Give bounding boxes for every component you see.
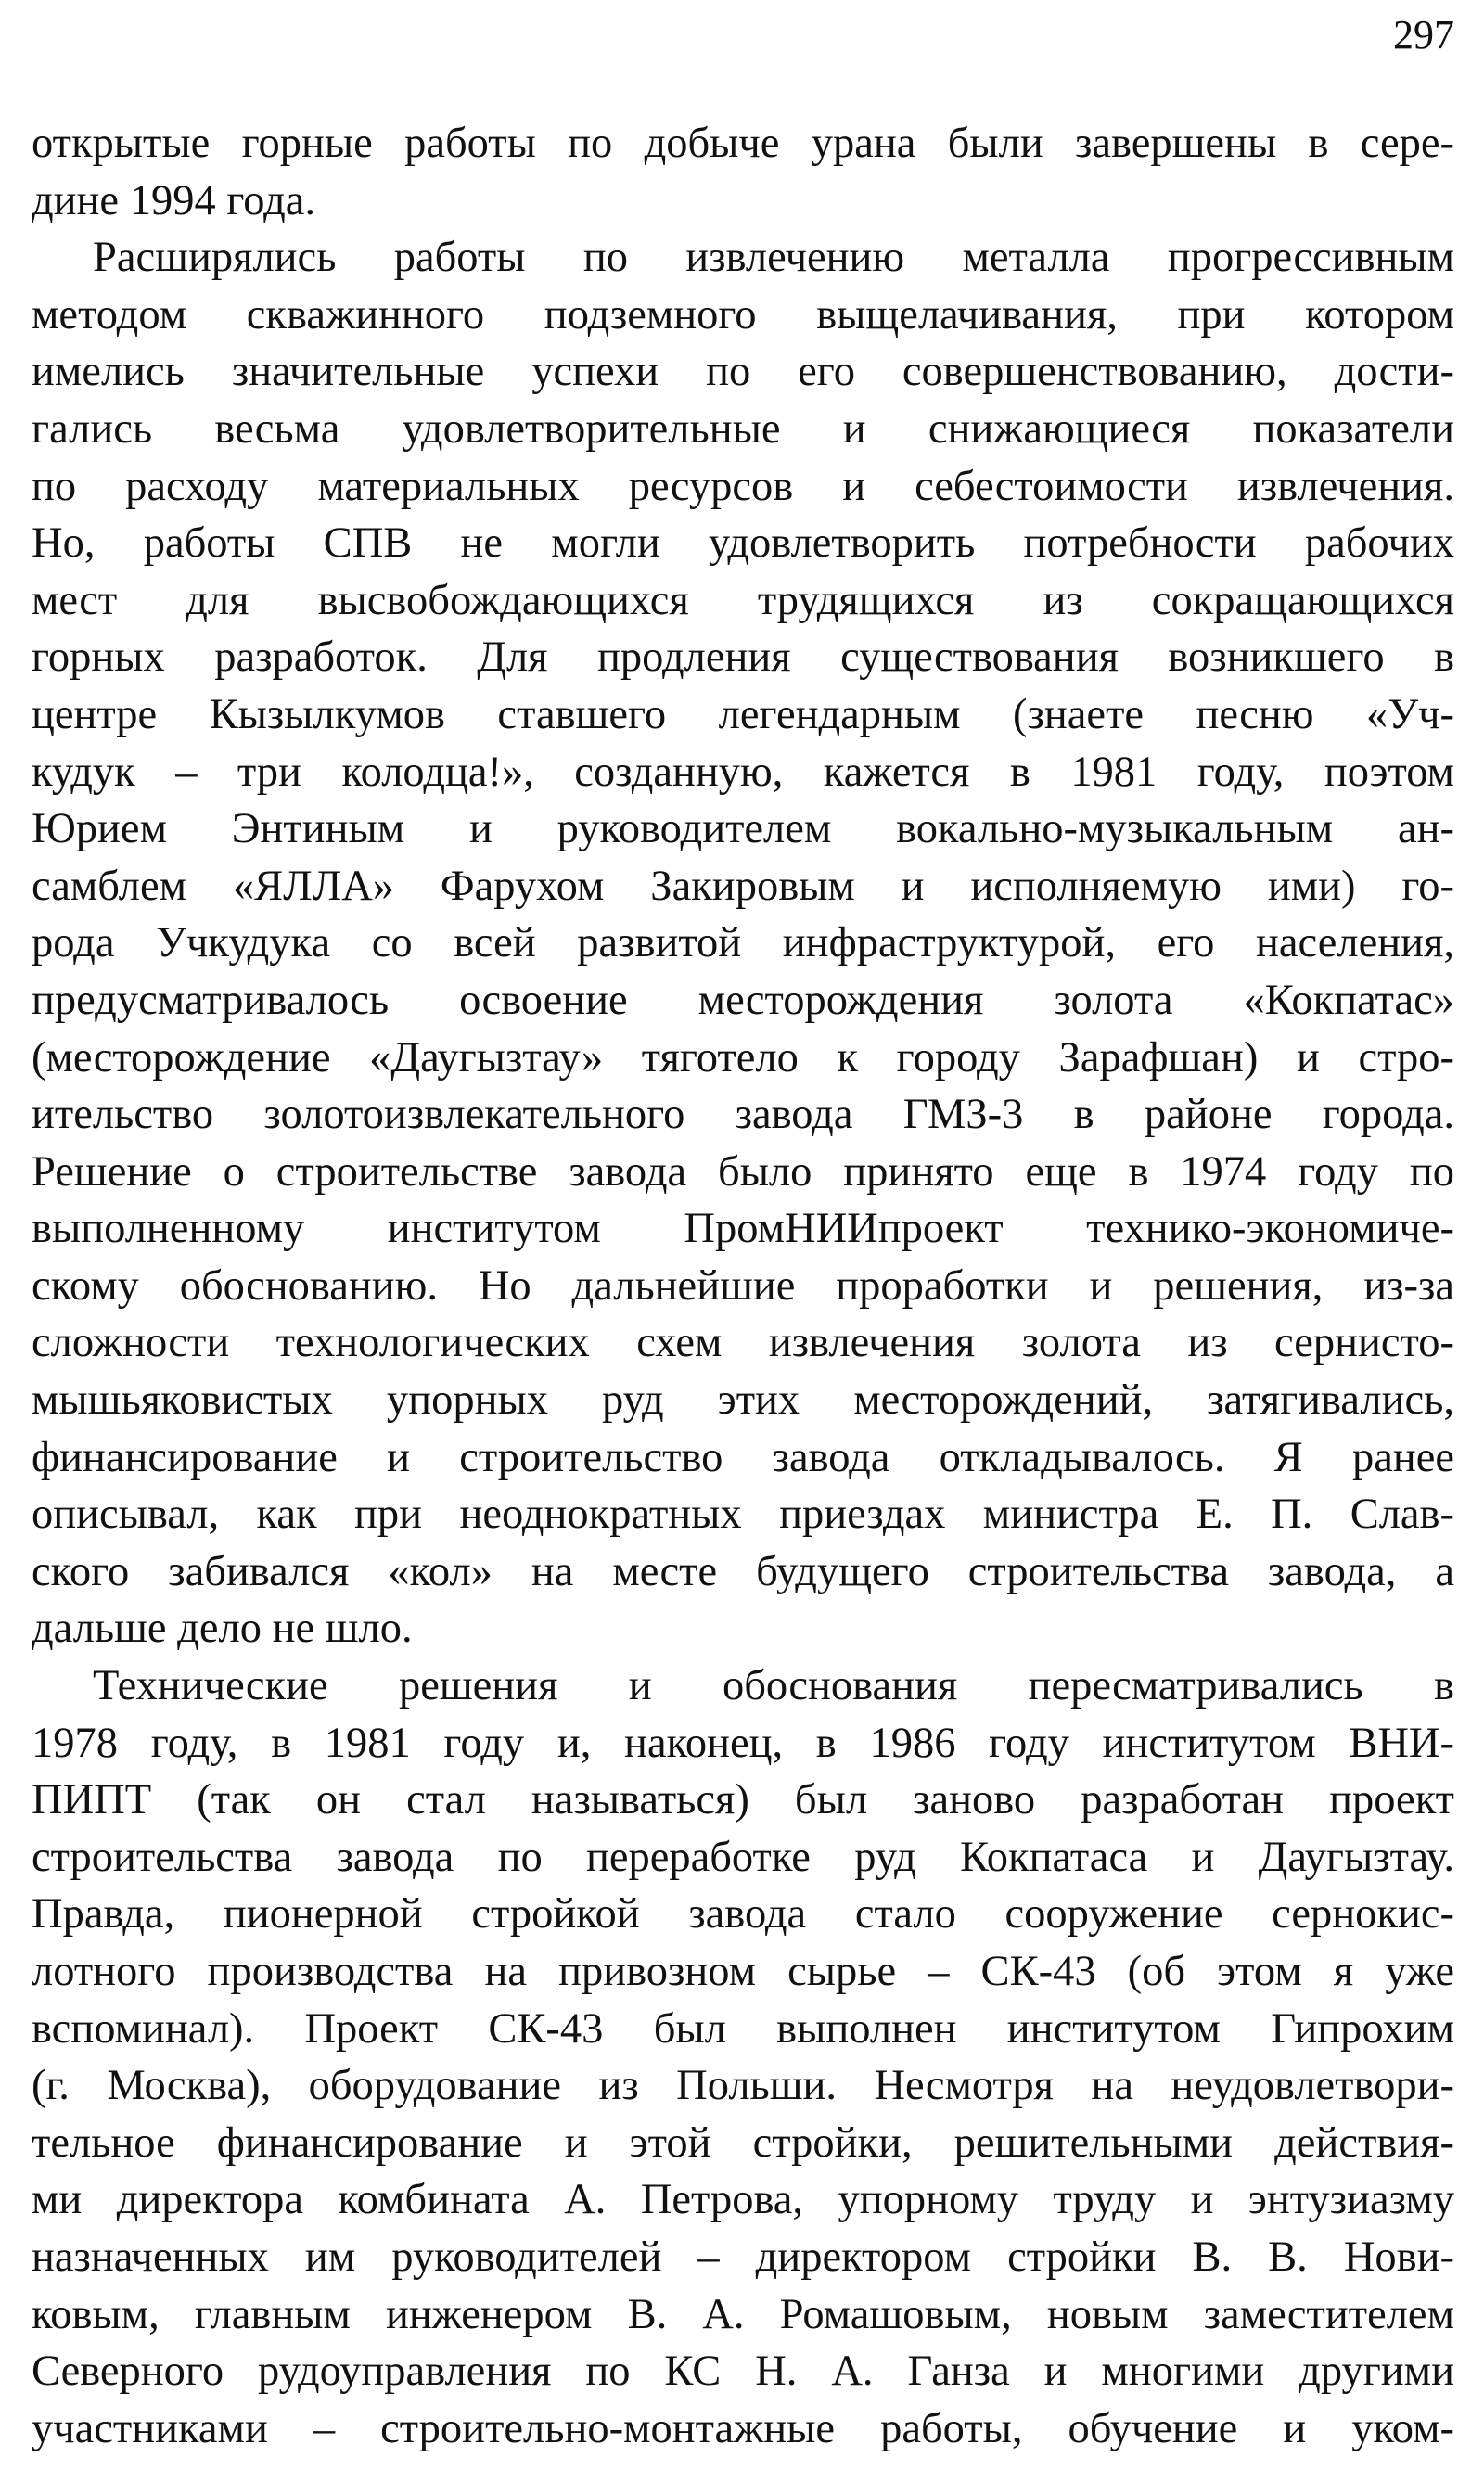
text-line: мышьяковистых упорных руд этих месторождений, затягивались,	[32, 1376, 1454, 1425]
text-line: ского забивался «кол» на месте будущего строительства завода, а	[32, 1547, 1454, 1595]
text-line: Решение о строительстве завода было принято еще в 1974 году по	[32, 1147, 1454, 1196]
text-line: мест для высвобождающихся трудящихся из сокращающихся	[32, 576, 1454, 624]
text-line: (г. Москва), оборудование из Польши. Несмотря на неудовлетвори-	[32, 2062, 1454, 2110]
text-line: имелись значительные успехи по его совершенствованию, дости-	[32, 348, 1454, 396]
text-line: строительства завода по переработке руд Кокпатаса и Даугызтау.	[32, 1833, 1454, 1881]
text-line: (месторождение «Даугызтау» тяготело к городу Зарафшан) и стро-	[32, 1033, 1454, 1082]
text-line: описывал, как при неоднократных приездах министра Е. П. Слав-	[32, 1491, 1454, 1539]
text-line: кудук – три колодца!», созданную, кажется в 1981 году, поэтом	[32, 748, 1454, 796]
page-body-text	[32, 115, 1454, 2457]
text-line: сложности технологических схем извлечения золота из сернисто-	[32, 1319, 1454, 1367]
text-line: ковым, главным инженером В. А. Ромашовым, новым заместителем	[32, 2290, 1454, 2338]
text-line: выполненному институтом ПромНИИпроект технико-экономиче-	[32, 1205, 1454, 1253]
text-line: вспоминал). Проект СК-43 был выполнен институтом Гипрохим	[32, 2004, 1454, 2053]
text-line: лотного производства на привозном сырье – СК-43 (об этом я уже	[32, 1948, 1454, 1995]
text-line: Северного рудоуправления по КС Н. А. Ганза и многими другими	[32, 2348, 1454, 2396]
text-line: центре Кызылкумов ставшего легендарным (знаете песню «Уч-	[32, 690, 1454, 738]
text-line: горных разработок. Для продления существования возникшего в	[32, 634, 1454, 682]
text-line: ми директора комбината А. Петрова, упорному труду и энтузиазму	[32, 2176, 1454, 2224]
text-line: дальше дело не шло.	[32, 1605, 413, 1653]
text-line: гались весьма удовлетворительные и снижающиеся показатели	[32, 404, 1454, 453]
text-line: участниками – строительно-монтажные работы, обучение и уком-	[32, 2404, 1454, 2452]
book-page	[32, 0, 1454, 2483]
text-line: по расходу материальных ресурсов и себестоимости извлечения.	[32, 462, 1454, 510]
text-line: предусматривалось освоение месторождения золота «Кокпатас»	[32, 976, 1454, 1024]
text-line: Технические решения и обоснования пересматривались в	[93, 1662, 1454, 1710]
text-line: скому обоснованию. Но дальнейшие проработки и решения, из-за	[32, 1261, 1454, 1310]
text-line: ПИПТ (так он стал называться) был заново разработан проект	[32, 1776, 1454, 1824]
text-line: дине 1994 года.	[32, 176, 316, 224]
text-line: назначенных им руководителей – директором стройки В. В. Нови-	[32, 2233, 1454, 2281]
text-line: 1978 году, в 1981 году и, наконец, в 1986 году институтом ВНИ-	[32, 1719, 1454, 1767]
text-line: Расширялись работы по извлечению металла прогрессивным	[93, 234, 1454, 282]
text-line: методом скважинного подземного выщелачивания, при котором	[32, 290, 1454, 339]
text-line: финансирование и строительство завода откладывалось. Я ранее	[32, 1433, 1454, 1481]
text-line: тельное финансирование и этой стройки, решительными действия-	[32, 2118, 1454, 2167]
text-line: Юрием Энтиным и руководителем вокально-музыкальным ан-	[32, 805, 1454, 853]
text-line: рода Учкудука со всей развитой инфраструктурой, его населения,	[32, 919, 1454, 967]
page-number: 297	[1393, 12, 1454, 58]
text-line: открытые горные работы по добыче урана были завершены в сере-	[32, 120, 1454, 167]
text-line: ительство золотоизвлекательного завода ГМЗ-3 в районе города.	[32, 1091, 1454, 1139]
text-line: Правда, пионерной стройкой завода стало сооружение сернокис-	[32, 1890, 1454, 1939]
text-line: Но, работы СПВ не могли удовлетворить потребности рабочих	[32, 519, 1454, 568]
text-line: самблем «ЯЛЛА» Фарухом Закировым и исполняемую ими) го-	[32, 862, 1454, 910]
